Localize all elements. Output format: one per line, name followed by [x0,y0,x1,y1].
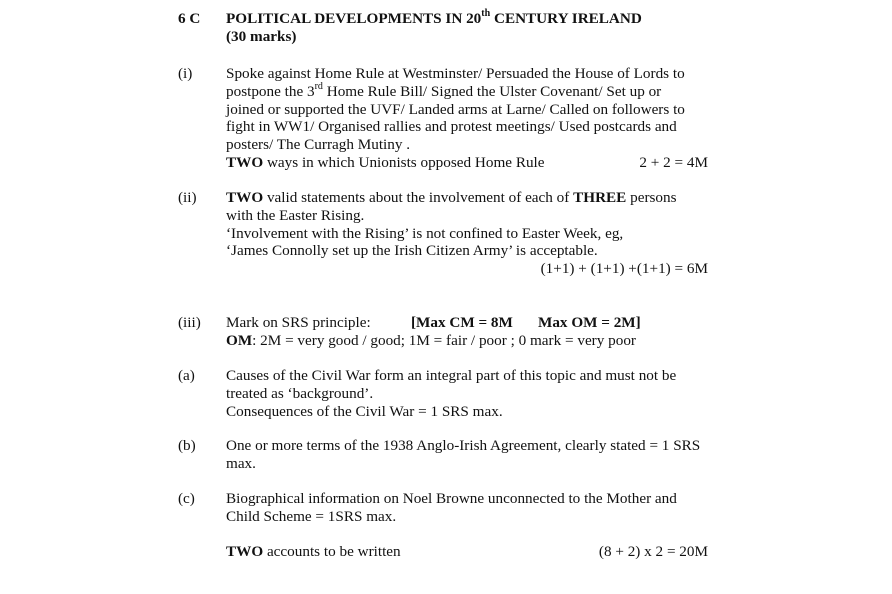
question-label-a: (a) [178,367,195,384]
mark-allocation-ii: (1+1) + (1+1) +(1+1) = 6M [540,260,708,278]
total-instruction: TWO accounts to be written (8 + 2) x 2 = 20M [226,543,708,560]
section-title: POLITICAL DEVELOPMENTS IN 20th CENTURY IRELAND (30 marks) [226,7,642,45]
question-b-text: One or more terms of the 1938 Anglo-Irish Agreement, clearly stated = 1 SRS max. [226,437,701,472]
question-label-iii: (iii) [178,314,201,331]
question-c-text: Biographical information on Noel Browne unconnected to the Mother and Child Scheme = 1SRS max. [226,490,677,525]
question-label-b: (b) [178,437,196,454]
question-i-text: Spoke against Home Rule at Westminster/ Persuaded the House of Lords to postpone the 3rd Home Rule Bill/ Signed the Ulster Covenant/ Set up or joined or supported the UVF/ Landed arms at Larne/ Called on followers to fight in WW1/ Organised rallies and protest meetings/ Used postcards and posters/ The Curragh Mutiny . TWO ways in which Unionists opposed Home Rule 2 + 2 = 4M [226,65,708,171]
mark-allocation-i: 2 + 2 = 4M [639,153,708,171]
max-cm: [Max CM = 8M [411,314,513,331]
question-ii-text: TWO valid statements about the involvement of each of THREE persons with the Easter Rising. ‘Involvement with the Rising’ is not confined to Easter Week, eg, ‘James Connolly set up the Irish Citizen Army’ is acceptable. (1+1) + (1+1) +(1+1) = 6M [226,189,708,278]
total-mark: (8 + 2) x 2 = 20M [598,543,708,560]
question-iii-text: Mark on SRS principle: [Max CM = 8M Max OM = 2M] OM: 2M = very good / good; 1M = fair / poor ; 0 mark = very poor [226,314,641,349]
question-label-i: (i) [178,65,193,82]
section-marks: (30 marks) [226,27,297,45]
question-label-c: (c) [178,490,195,507]
section-number: 6 C [178,10,201,27]
max-om: Max OM = 2M] [538,314,641,331]
question-label-ii: (ii) [178,189,197,206]
question-a-text: Causes of the Civil War form an integral part of this topic and must not be treated as ‘background’. Consequences of the Civil War = 1 SRS max. [226,367,677,420]
